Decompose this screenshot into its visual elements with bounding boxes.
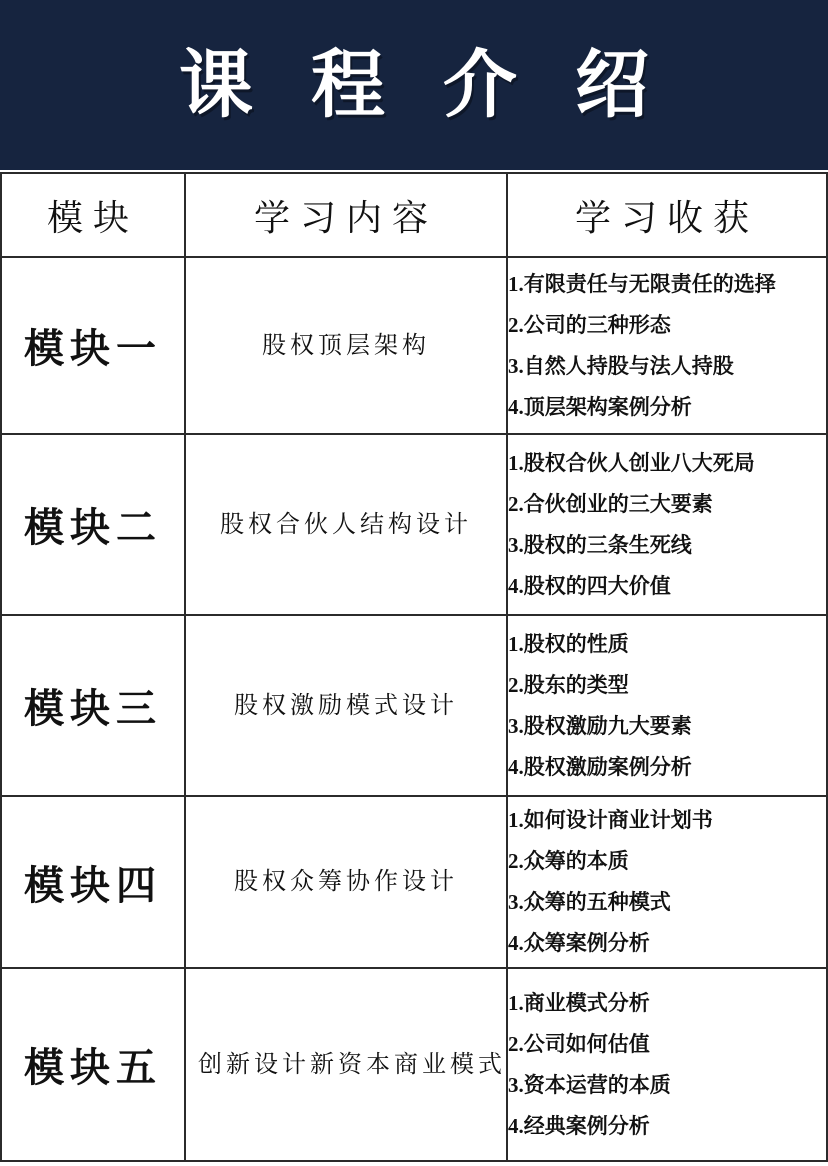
outcome-item: 4.股权的四大价值 <box>508 573 671 598</box>
outcome-item: 3.股权激励九大要素 <box>508 713 692 738</box>
outcome-item: 4.众筹案例分析 <box>508 931 650 955</box>
header-banner <box>0 0 828 170</box>
module-cell: 模块二 <box>1 434 185 615</box>
table-row <box>1 257 827 434</box>
outcomes-cell <box>507 615 827 796</box>
outcome-item: 2.股东的类型 <box>508 672 629 697</box>
outcome-item: 3.众筹的五种模式 <box>508 890 671 914</box>
table-row <box>1 968 827 1161</box>
outcome-item: 4.顶层架构案例分析 <box>508 394 692 419</box>
column-header-content: 学习内容 <box>185 173 507 257</box>
outcome-item: 3.资本运营的本质 <box>508 1072 671 1097</box>
module-cell: 模块五 <box>1 968 185 1161</box>
outcomes-cell <box>507 968 827 1161</box>
outcome-item: 2.公司如何估值 <box>508 1031 650 1056</box>
outcome-item: 1.商业模式分析 <box>508 990 650 1015</box>
outcome-item: 3.股权的三条生死线 <box>508 532 692 557</box>
outcomes-cell <box>507 257 827 434</box>
outcome-item: 1.股权合伙人创业八大死局 <box>508 450 755 475</box>
outcome-item: 4.股权激励案例分析 <box>508 754 692 779</box>
table-row <box>1 796 827 968</box>
content-cell: 股权众筹协作设计 <box>185 796 507 968</box>
outcome-item: 1.有限责任与无限责任的选择 <box>508 271 776 296</box>
outcome-item: 3.自然人持股与法人持股 <box>508 353 734 378</box>
outcome-item: 2.公司的三种形态 <box>508 312 671 337</box>
module-cell: 模块三 <box>1 615 185 796</box>
table-row <box>1 434 827 615</box>
table-header-row <box>1 173 827 257</box>
course-table <box>0 172 828 1162</box>
module-cell: 模块四 <box>1 796 185 968</box>
outcomes-cell <box>507 796 827 968</box>
table-row <box>1 615 827 796</box>
outcome-item: 1.股权的性质 <box>508 631 629 656</box>
outcome-item: 2.众筹的本质 <box>508 849 629 873</box>
content-cell: 股权合伙人结构设计 <box>185 434 507 615</box>
outcome-item: 4.经典案例分析 <box>508 1113 650 1138</box>
module-cell: 模块一 <box>1 257 185 434</box>
outcome-item: 1.如何设计商业计划书 <box>508 808 713 832</box>
column-header-outcomes: 学习收获 <box>507 173 827 257</box>
content-cell: 股权激励模式设计 <box>185 615 507 796</box>
outcomes-cell <box>507 434 827 615</box>
page-title: 课程介绍 <box>179 42 707 128</box>
outcome-item: 2.合伙创业的三大要素 <box>508 491 713 516</box>
column-header-module: 模块 <box>1 173 185 257</box>
content-cell: 股权顶层架构 <box>185 257 507 434</box>
content-cell: 创新设计新资本商业模式 <box>185 968 507 1161</box>
